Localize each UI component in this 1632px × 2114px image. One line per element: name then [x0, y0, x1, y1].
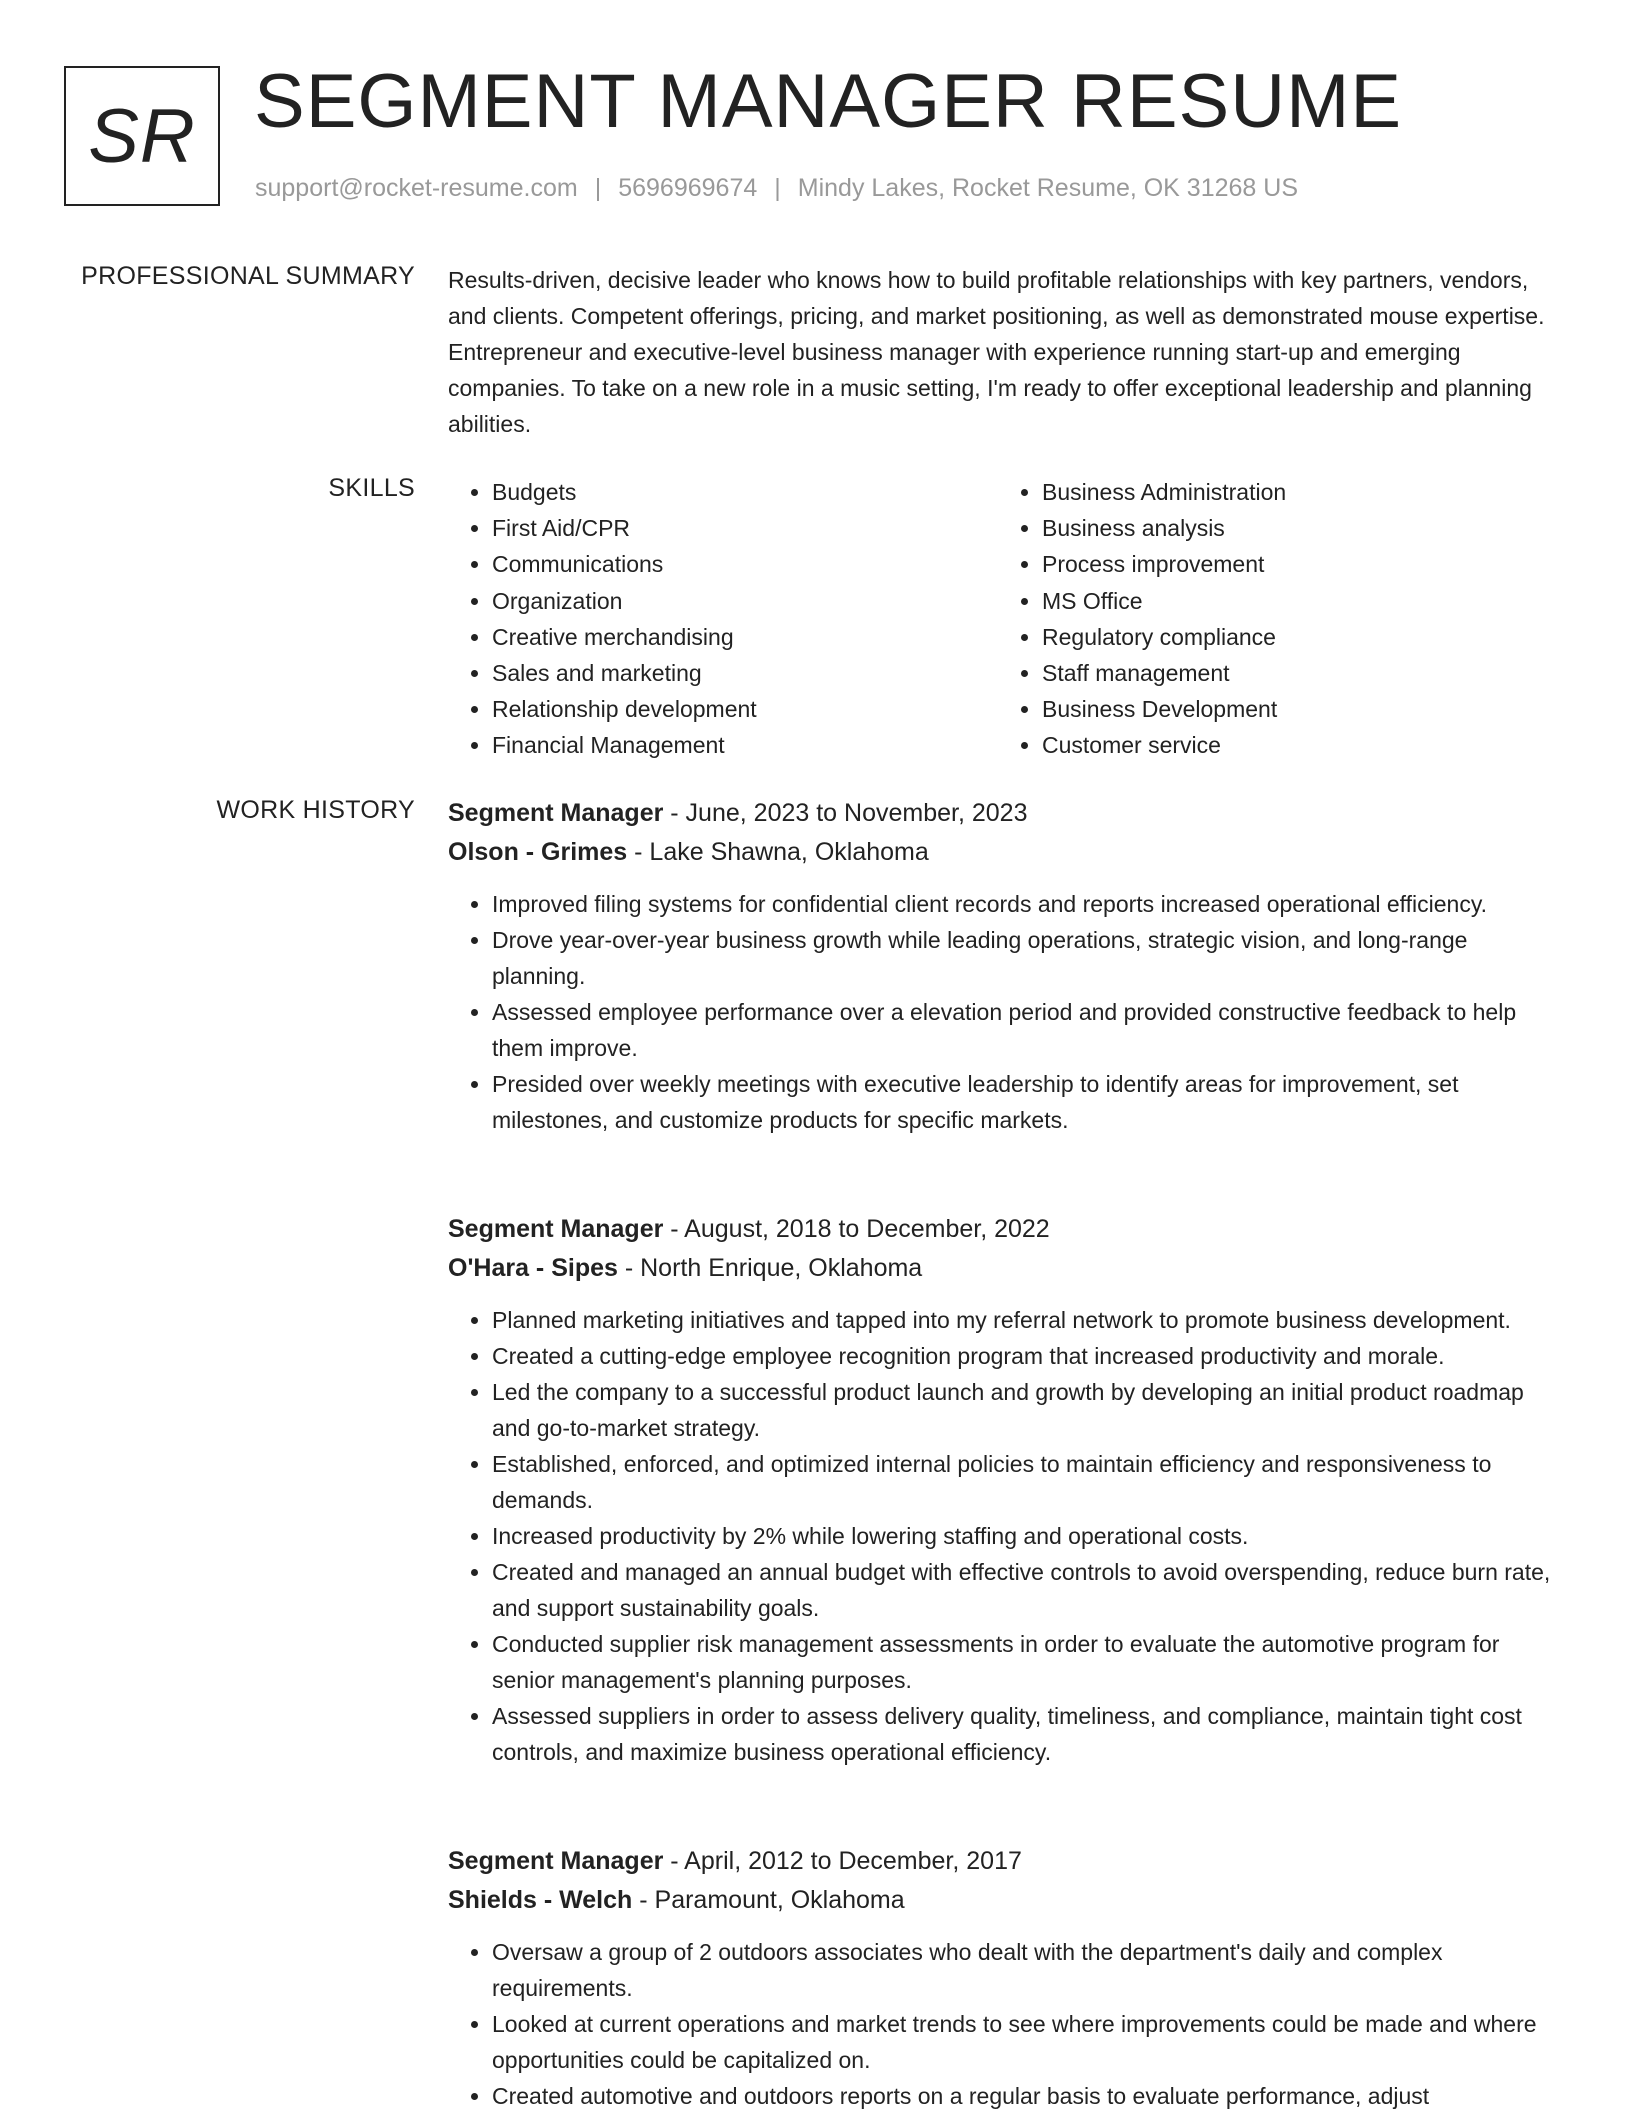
skill-item: • Financial Management — [492, 727, 998, 763]
skill-item: • Communications — [492, 546, 998, 582]
skill-item: • Creative merchandising — [492, 619, 998, 655]
job-bullets — [448, 1934, 1558, 2114]
job-bullet: • Presided over weekly meetings with executive leadership to identify areas for improvement, set milestones, and customize products for specific markets. — [492, 1066, 1558, 1138]
skill-item: • Customer service — [1042, 727, 1548, 763]
skill-item: • Regulatory compliance — [1042, 619, 1548, 655]
job-entry — [448, 1842, 1558, 2114]
skills-column-right — [998, 474, 1548, 764]
job-bullet: • Increased productivity by 2% while lowering staffing and operational costs. — [492, 1518, 1558, 1554]
skill-item: • Process improvement — [1042, 546, 1548, 582]
job-bullet: • Created a cutting-edge employee recognition program that increased productivity and morale. — [492, 1338, 1558, 1374]
skill-item: • Staff management — [1042, 655, 1548, 691]
job-employer — [448, 1880, 1558, 1920]
resume-title: SEGMENT MANAGER RESUME — [254, 59, 1403, 144]
job-header — [448, 1210, 1558, 1248]
job-company: O'Hara - Sipes — [448, 1254, 618, 1282]
job-bullet: • Improved filing systems for confidential client records and reports increased operational efficiency. — [492, 886, 1558, 922]
job-bullet: • Assessed employee performance over a elevation period and provided constructive feedback to help them improve. — [492, 994, 1558, 1066]
job-dates: - August, 2018 to December, 2022 — [663, 1215, 1050, 1243]
job-bullet: • Created and managed an annual budget with effective controls to avoid overspending, reduce burn rate, and support sustainability goals. — [492, 1554, 1558, 1626]
contact-phone: 5696969674 — [618, 174, 758, 202]
job-title: Segment Manager — [448, 1847, 664, 1875]
job-entry — [448, 794, 1558, 1138]
skill-item: • First Aid/CPR — [492, 510, 998, 546]
job-bullet: • Oversaw a group of 2 outdoors associates who dealt with the department's daily and complex requirements. — [492, 1934, 1558, 2006]
job-bullet: • Conducted supplier risk management assessments in order to evaluate the automotive program for senior management's planning purposes. — [492, 1626, 1558, 1698]
job-company: Olson - Grimes — [448, 838, 628, 866]
skills-list — [448, 474, 1558, 764]
skill-item: • Sales and marketing — [492, 655, 998, 691]
skill-item: • Business analysis — [1042, 510, 1548, 546]
summary-text: Results-driven, decisive leader who knows how to build profitable relationships with key partners, vendors, and clients. Competent offerings, pricing, and market positioning, as well as demonstrated mouse expertise. Entrepreneur and executive-level business manager with experience running start-up and emerging companies. To take on a new role in a music setting, I'm ready to offer exceptional leadership and planning abilities. — [448, 267, 1545, 437]
monogram: SR — [64, 66, 220, 206]
skill-item: • MS Office — [1042, 583, 1548, 619]
summary-label: PROFESSIONAL SUMMARY — [81, 262, 415, 290]
job-header — [448, 1842, 1558, 1880]
job-bullet: • Looked at current operations and market trends to see where improvements could be made and where opportunities could be capitalized on. — [492, 2006, 1558, 2078]
summary-body — [448, 262, 1558, 442]
job-company: Shields - Welch — [448, 1886, 633, 1914]
contact-line — [255, 174, 1298, 203]
job-bullet: • Created automotive and outdoors reports on a regular basis to evaluate performance, adjust — [492, 2078, 1558, 2114]
skill-item: • Business Development — [1042, 691, 1548, 727]
contact-separator: | — [594, 174, 602, 202]
skill-item: • Relationship development — [492, 691, 998, 727]
work-history-label: WORK HISTORY — [216, 796, 415, 824]
job-bullet: • Drove year-over-year business growth while leading operations, strategic vision, and long-range planning. — [492, 922, 1558, 994]
job-header — [448, 794, 1558, 832]
job-dates: - June, 2023 to November, 2023 — [663, 799, 1028, 827]
skill-item: • Organization — [492, 583, 998, 619]
job-bullets — [448, 886, 1558, 1138]
job-title: Segment Manager — [448, 799, 664, 827]
job-location: - Paramount, Oklahoma — [632, 1886, 905, 1914]
job-bullet: • Established, enforced, and optimized internal policies to maintain efficiency and responsiveness to demands. — [492, 1446, 1558, 1518]
skill-item: • Business Administration — [1042, 474, 1548, 510]
contact-email: support@rocket-resume.com — [255, 174, 578, 202]
job-bullet: • Led the company to a successful product launch and growth by developing an initial product roadmap and go-to-market strategy. — [492, 1374, 1558, 1446]
job-dates: - April, 2012 to December, 2017 — [663, 1847, 1022, 1875]
job-bullets — [448, 1302, 1558, 1770]
job-location: - North Enrique, Oklahoma — [617, 1254, 923, 1282]
skill-item: • Budgets — [492, 474, 998, 510]
contact-separator: | — [774, 174, 781, 202]
skills-column-left — [448, 474, 998, 764]
job-title: Segment Manager — [448, 1215, 664, 1243]
job-employer — [448, 832, 1558, 872]
skills-label: SKILLS — [328, 474, 415, 502]
job-employer — [448, 1248, 1558, 1288]
contact-address: Mindy Lakes, Rocket Resume, OK 31268 US — [797, 174, 1298, 202]
job-location: - Lake Shawna, Oklahoma — [627, 838, 929, 866]
job-bullet: • Assessed suppliers in order to assess delivery quality, timeliness, and compliance, maintain tight cost controls, and maximize business operational efficiency. — [492, 1698, 1558, 1770]
job-bullet: • Planned marketing initiatives and tapped into my referral network to promote business development. — [492, 1302, 1558, 1338]
job-entry — [448, 1210, 1558, 1770]
